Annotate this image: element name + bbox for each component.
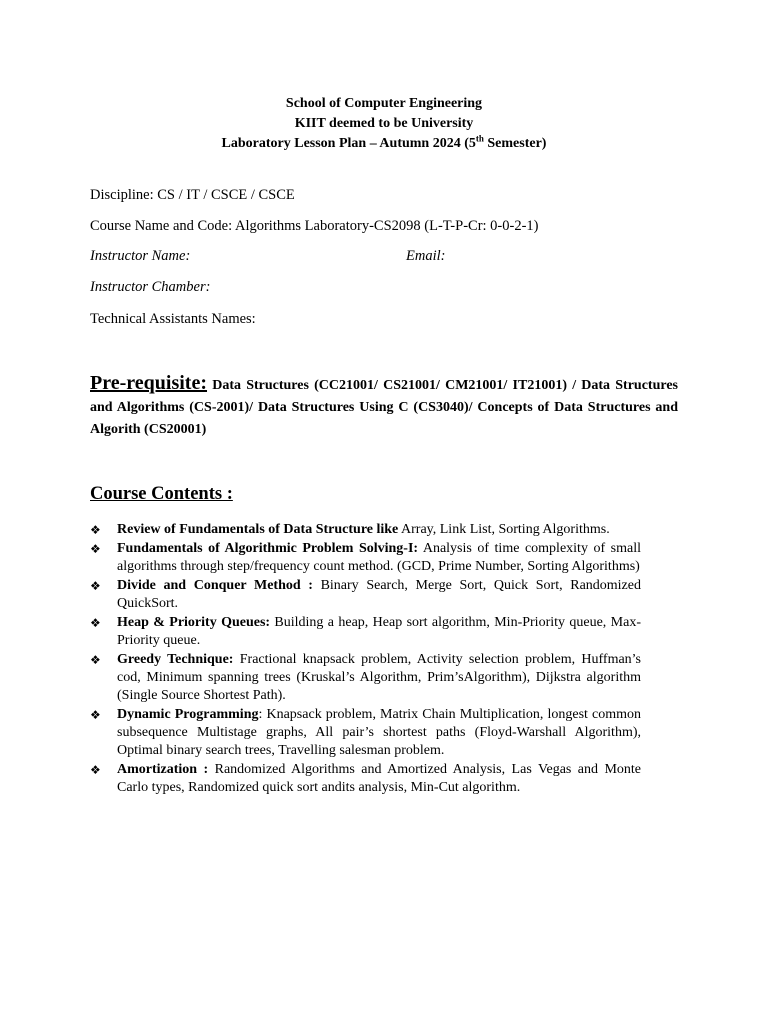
topic-title: Dynamic Programming <box>117 707 259 722</box>
document-header <box>0 94 768 154</box>
email-label: Email: <box>406 248 446 264</box>
course-contents-heading: Course Contents : <box>90 484 233 504</box>
list-item <box>90 706 641 761</box>
topic-title: Amortization : <box>117 762 209 778</box>
topic-title: Fundamentals of Algorithmic Problem Solving-I: <box>117 540 419 556</box>
course-contents-list <box>90 521 641 798</box>
list-item <box>90 651 641 706</box>
topic-title: Greedy Technique: <box>117 651 234 667</box>
list-item <box>90 614 641 650</box>
diamond-bullet-icon: ❖ <box>90 708 101 722</box>
list-item <box>90 577 641 613</box>
diamond-bullet-icon: ❖ <box>90 615 101 630</box>
topic-description: Analysis of time complexity of small algorithms through step/frequency count method. (GCD, Prime Number, Sorting Algorithms) <box>117 540 641 574</box>
prerequisite-label: Pre-requisite: <box>90 372 208 394</box>
lesson-plan-title <box>0 134 768 154</box>
prerequisite-paragraph <box>90 372 678 441</box>
list-item <box>90 521 641 539</box>
prerequisite-text: Data Structures (CC21001/ CS21001/ CM21001/ IT21001) / Data Structures and Algorithms (CS-2001)/ Data Structures Using C (CS3040)/ Concepts of Data Structures and Algorith (CS20001) <box>90 378 678 437</box>
topic-description: Binary Search, Merge Sort, Quick Sort, Randomized QuickSort. <box>117 577 641 611</box>
university-name: KIIT deemed to be University <box>294 116 474 131</box>
instructor-chamber-label: Instructor Chamber: <box>90 279 211 295</box>
school-name: School of Computer Engineering <box>285 96 483 111</box>
lesson-plan-title-end: Semester) <box>483 136 547 151</box>
list-item <box>90 761 641 797</box>
topic-description: : Knapsack problem, Matrix Chain Multiplication, longest common subsequence Multistage graphs, All pair’s shortest paths (Floyd-Warshall Algorithm), Optimal binary search trees, Travelling salesman problem. <box>117 707 642 759</box>
discipline-field: Discipline: CS / IT / CSCE / CSCE <box>90 187 295 203</box>
topic-title: Review of Fundamentals of Data Structure like <box>117 522 399 537</box>
diamond-bullet-icon: ❖ <box>90 652 101 667</box>
list-item <box>90 540 641 576</box>
technical-assistants-label: Technical Assistants Names: <box>90 311 256 327</box>
topic-description: Fractional knapsack problem, Activity selection problem, Huffman’s cod, Minimum spanning trees (Kruskal’s Algorithm, Prim’sAlgorithm), Dijkstra algorithm (Single Source Shortest Path). <box>117 651 642 704</box>
topic-title: Divide and Conquer Method : <box>117 577 313 593</box>
diamond-bullet-icon: ❖ <box>90 541 101 556</box>
semester-ordinal-suffix: th <box>475 133 484 144</box>
diamond-bullet-icon: ❖ <box>90 763 101 778</box>
topic-description: Array, Link List, Sorting Algorithms. <box>398 522 610 537</box>
diamond-bullet-icon: ❖ <box>90 523 101 537</box>
topic-description: Randomized Algorithms and Amortized Analysis, Las Vegas and Monte Carlo types, Randomized quick sort andits analysis, Min-Cut algorithm. <box>117 762 641 796</box>
course-name-field: Course Name and Code: Algorithms Laboratory-CS2098 (L-T-P-Cr: 0-0-2-1) <box>90 218 539 234</box>
instructor-name-label: Instructor Name: <box>90 248 191 264</box>
topic-title: Heap & Priority Queues: <box>117 614 271 630</box>
topic-description: Building a heap, Heap sort algorithm, Min-Priority queue, Max-Priority queue. <box>117 614 641 648</box>
lesson-plan-title-main: Laboratory Lesson Plan – Autumn 2024 (5 <box>221 136 476 151</box>
diamond-bullet-icon: ❖ <box>90 578 101 593</box>
